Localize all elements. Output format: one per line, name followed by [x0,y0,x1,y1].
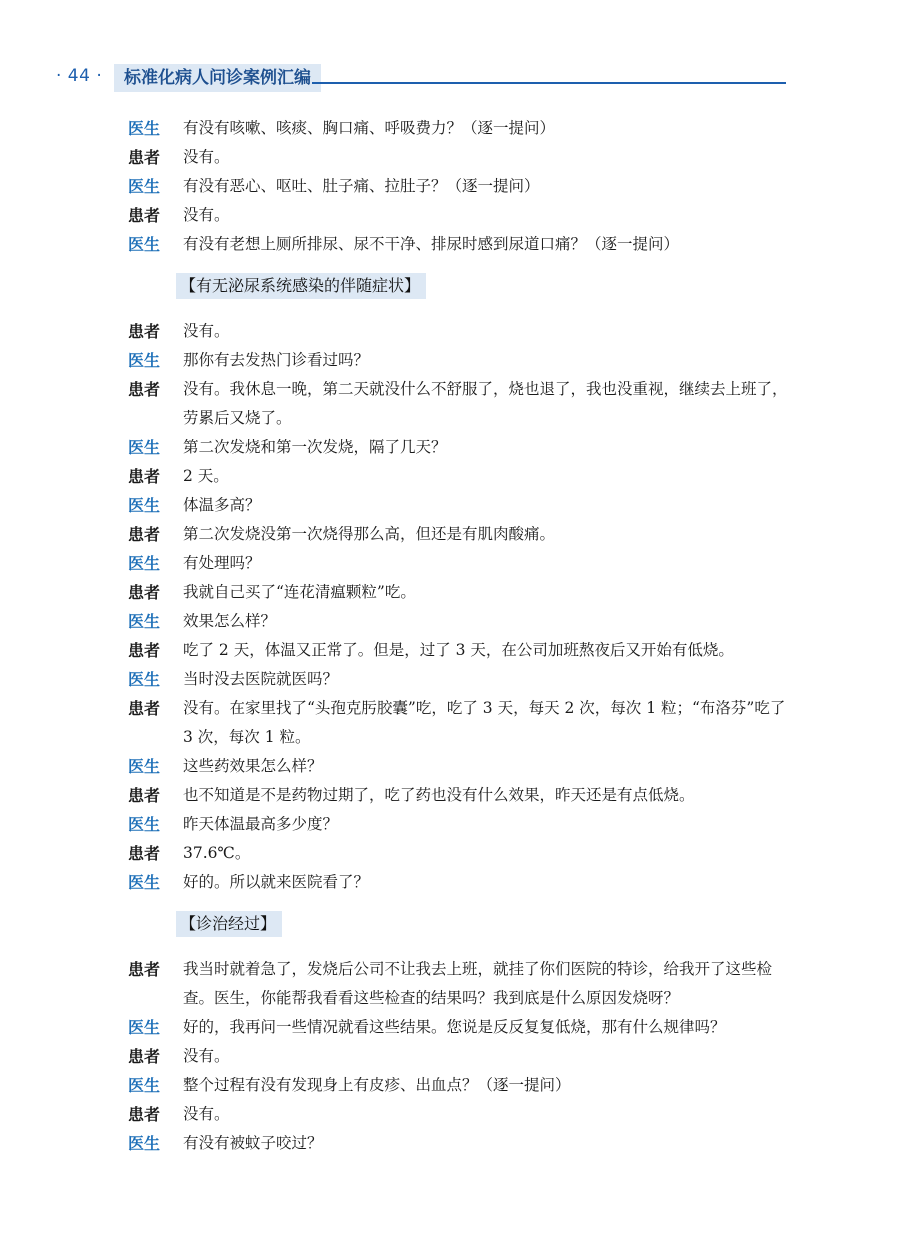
dialogue-line [128,172,788,201]
speaker-patient: 患者 [128,960,161,979]
dialogue-line [128,1013,788,1042]
dialogue-line [128,636,788,665]
section-heading: 【有无泌尿系统感染的伴随症状】 [176,273,426,299]
dialogue-text: 当时没去医院就医吗？ [183,670,339,688]
dialogue-text: 好的。所以就来医院看了？ [183,873,370,891]
speaker-patient: 患者 [128,206,161,225]
dialogue-text: 有没有老想上厕所排尿、尿不干净、排尿时感到尿道口痛？（逐一提问） [183,235,680,253]
section-heading-wrap [128,259,788,317]
speaker-doctor: 医生 [128,670,161,689]
dialogue-text: 我当时就着急了，发烧后公司不让我去上班，就挂了你们医院的特诊，给我开了这些检查。医生，你能帮我看看这些检查的结果吗？我到底是什么原因发烧呀？ [183,960,773,1007]
dialogue-text: 没有。 [183,322,230,340]
dialogue-line [128,520,788,549]
dialogue-line [128,955,788,1013]
dialogue-line [128,781,788,810]
section-heading-wrap [128,897,788,955]
speaker-patient: 患者 [128,380,161,399]
speaker-doctor: 医生 [128,438,161,457]
speaker-doctor: 医生 [128,177,161,196]
dialogue-line [128,1129,788,1158]
dialogue-text: 好的，我再问一些情况就看这些结果。您说是反反复复低烧，那有什么规律吗？ [183,1018,726,1036]
dialogue-line [128,114,788,143]
dialogue-text: 没有。在家里找了“头孢克肟胶囊”吃，吃了 3 天，每天 2 次，每次 1 粒；“布洛芬”吃了 3 次，每次 1 粒。 [183,699,786,746]
book-title: 标准化病人问诊案例汇编 [114,64,321,92]
speaker-doctor: 医生 [128,1076,161,1095]
dialogue-text: 整个过程有没有发现身上有皮疹、出血点？（逐一提问） [183,1076,571,1094]
dialogue-text: 37.6℃。 [183,844,251,862]
speaker-doctor: 医生 [128,1018,161,1037]
dialogue-line [128,810,788,839]
speaker-doctor: 医生 [128,554,161,573]
dialogue-line [128,1071,788,1100]
dialogue-text: 这些药效果怎么样？ [183,757,323,775]
page-header [0,0,900,110]
dialogue-text: 有没有咳嗽、咳痰、胸口痛、呼吸费力？（逐一提问） [183,119,556,137]
dialogue-line [128,230,788,259]
speaker-doctor: 医生 [128,873,161,892]
speaker-doctor: 医生 [128,757,161,776]
speaker-patient: 患者 [128,786,161,805]
dialogue-text: 效果怎么样？ [183,612,277,630]
dialogue-content [128,114,788,1158]
speaker-doctor: 医生 [128,235,161,254]
dialogue-line [128,665,788,694]
speaker-doctor: 医生 [128,815,161,834]
dialogue-line [128,839,788,868]
dialogue-text: 也不知道是不是药物过期了，吃了药也没有什么效果，昨天还是有点低烧。 [183,786,695,804]
speaker-patient: 患者 [128,467,161,486]
dialogue-text: 有没有恶心、呕吐、肚子痛、拉肚子？（逐一提问） [183,177,540,195]
dialogue-text: 昨天体温最高多少度？ [183,815,339,833]
speaker-patient: 患者 [128,844,161,863]
dialogue-text: 体温多高？ [183,496,261,514]
dialogue-text: 我就自己买了“连花清瘟颗粒”吃。 [183,583,416,601]
speaker-patient: 患者 [128,1047,161,1066]
dialogue-line [128,694,788,752]
dialogue-line [128,375,788,433]
dialogue-line [128,1100,788,1129]
dialogue-text: 有没有被蚊子咬过？ [183,1134,323,1152]
dialogue-text: 没有。 [183,1047,230,1065]
speaker-doctor: 医生 [128,119,161,138]
dialogue-line [128,433,788,462]
dialogue-line [128,549,788,578]
dialogue-text: 没有。我休息一晚，第二天就没什么不舒服了，烧也退了，我也没重视，继续去上班了，劳累后又烧了。 [183,380,788,427]
dialogue-text: 有处理吗？ [183,554,261,572]
dialogue-text: 那你有去发热门诊看过吗？ [183,351,370,369]
dialogue-line [128,317,788,346]
dialogue-line [128,578,788,607]
dialogue-text: 吃了 2 天，体温又正常了。但是，过了 3 天，在公司加班熬夜后又开始有低烧。 [183,641,734,659]
dialogue-line [128,201,788,230]
dialogue-text: 2 天。 [183,467,229,485]
dialogue-line [128,143,788,172]
dialogue-line [128,1042,788,1071]
speaker-patient: 患者 [128,322,161,341]
dialogue-line [128,752,788,781]
speaker-doctor: 医生 [128,612,161,631]
dialogue-text: 没有。 [183,206,230,224]
section-heading: 【诊治经过】 [176,911,282,937]
dialogue-line [128,491,788,520]
speaker-patient: 患者 [128,525,161,544]
speaker-patient: 患者 [128,583,161,602]
dialogue-line [128,346,788,375]
dialogue-line [128,462,788,491]
speaker-doctor: 医生 [128,1134,161,1153]
dialogue-text: 第二次发烧没第一次烧得那么高，但还是有肌肉酸痛。 [183,525,556,543]
dialogue-line [128,868,788,897]
dialogue-text: 没有。 [183,148,230,166]
dialogue-text: 没有。 [183,1105,230,1123]
speaker-patient: 患者 [128,1105,161,1124]
speaker-doctor: 医生 [128,351,161,370]
dialogue-line [128,607,788,636]
speaker-patient: 患者 [128,641,161,660]
header-rule [312,82,786,84]
speaker-doctor: 医生 [128,496,161,515]
page-number: · 44 · [56,66,103,86]
speaker-patient: 患者 [128,699,161,718]
dialogue-text: 第二次发烧和第一次发烧，隔了几天？ [183,438,447,456]
speaker-patient: 患者 [128,148,161,167]
